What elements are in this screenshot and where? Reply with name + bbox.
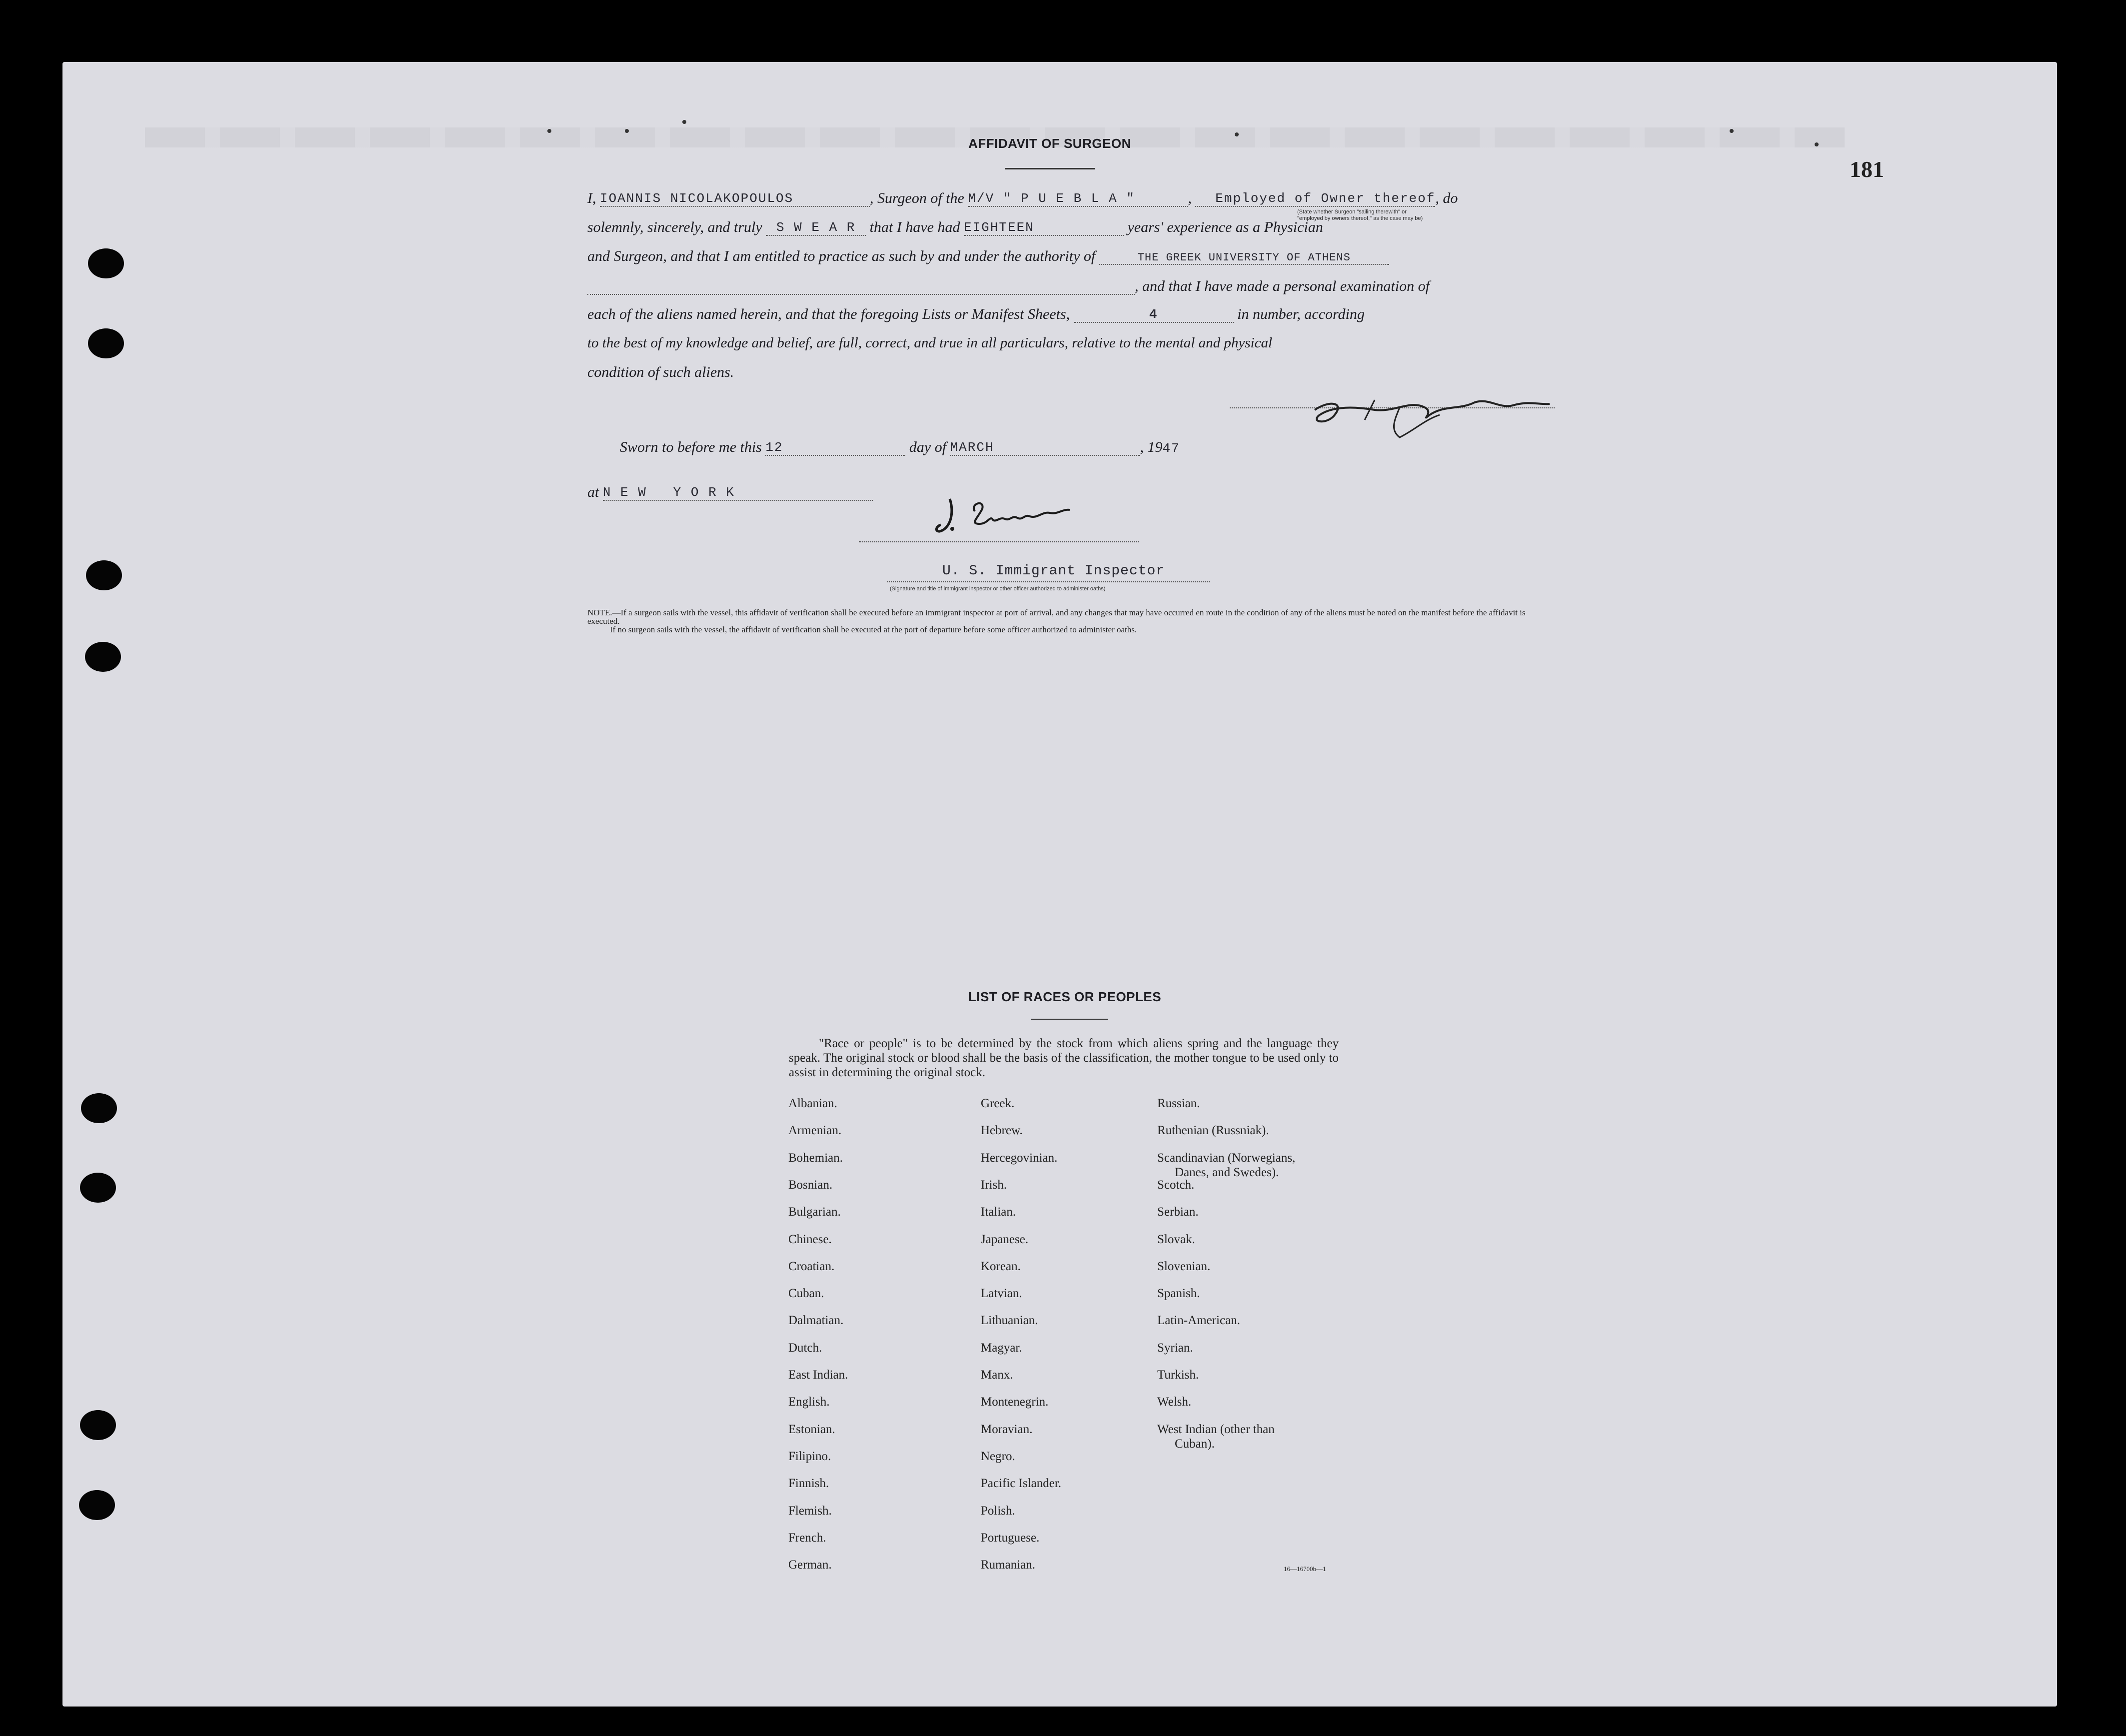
sheet-count: 4 — [1074, 307, 1234, 323]
punch-hole — [81, 1093, 117, 1123]
race-item: Hercegovinian. — [981, 1151, 1058, 1165]
speck — [682, 120, 686, 124]
text: , and that I have made a personal examination of — [1135, 278, 1430, 294]
surgeon-signature — [1300, 380, 1560, 455]
vessel-name: M/V " P U E B L A " — [968, 191, 1188, 207]
punch-hole — [80, 1173, 116, 1203]
race-item: German. — [788, 1558, 832, 1572]
race-item: Cuban. — [788, 1287, 824, 1301]
punch-hole — [85, 642, 121, 672]
race-item: Cuban). — [1175, 1437, 1215, 1451]
surgeon-name: IOANNIS NICOLAKOPOULOS — [600, 191, 870, 207]
sworn-line — [620, 439, 1180, 456]
text: and Surgeon, and that I am entitled to practice as such by and under the authority of — [587, 248, 1096, 264]
race-item: Danes, and Swedes). — [1175, 1165, 1279, 1179]
years-experience: EIGHTEEN — [964, 220, 1124, 236]
race-item: Japanese. — [981, 1232, 1029, 1246]
sworn-place: N E W Y O R K — [603, 485, 873, 501]
race-item: Portuguese. — [981, 1531, 1040, 1545]
race-item: Bulgarian. — [788, 1205, 841, 1219]
note-no-surgeon: If no surgeon sails with the vessel, the affidavit of verification shall be executed at the port of departure before some officer authorized to administer oaths. — [610, 625, 1137, 634]
place-line — [587, 484, 873, 501]
punch-hole — [88, 328, 124, 358]
race-item: Syrian. — [1157, 1341, 1193, 1355]
affidavit-line-4 — [587, 277, 1430, 295]
punch-hole — [79, 1490, 115, 1520]
sworn-day: 12 — [765, 440, 905, 456]
text: , Surgeon of the — [870, 190, 964, 206]
race-item: Armenian. — [788, 1124, 842, 1138]
race-item: Spanish. — [1157, 1287, 1200, 1301]
race-item: Irish. — [981, 1178, 1007, 1192]
punch-hole — [88, 248, 124, 278]
text: I, — [587, 190, 596, 206]
text: that I have had — [869, 219, 960, 235]
speck — [625, 129, 629, 133]
race-item: Filipino. — [788, 1449, 831, 1463]
race-item: Slovak. — [1157, 1232, 1195, 1246]
race-item: Pacific Islander. — [981, 1477, 1062, 1491]
text: day of — [909, 439, 947, 455]
race-item: Scandinavian (Norwegians, — [1157, 1151, 1296, 1165]
race-item: Welsh. — [1157, 1395, 1192, 1409]
authority: THE GREEK UNIVERSITY OF ATHENS — [1099, 251, 1389, 265]
inspector-caption: (Signature and title of immigrant inspector or other officer authorized to administer oaths) — [890, 586, 1106, 592]
speck — [547, 129, 551, 133]
race-item: Finnish. — [788, 1477, 829, 1491]
text: , do — [1435, 190, 1458, 206]
race-item: West Indian (other than — [1157, 1422, 1275, 1436]
race-item: Italian. — [981, 1205, 1016, 1219]
text: years' experience as a Physician — [1127, 219, 1323, 235]
text: in number, according — [1237, 306, 1365, 322]
race-item: Estonian. — [788, 1422, 835, 1436]
inspector-signature-line — [859, 541, 1139, 542]
text: Sworn to before me this — [620, 439, 762, 455]
affidavit-title: AFFIDAVIT OF SURGEON — [968, 136, 1131, 151]
race-item: Korean. — [981, 1259, 1021, 1273]
race-item: Negro. — [981, 1449, 1015, 1463]
affidavit-line-7: condition of such aliens. — [587, 364, 734, 380]
race-item: Rumanian. — [981, 1558, 1036, 1572]
race-item: Scotch. — [1157, 1178, 1195, 1192]
race-item: Bohemian. — [788, 1151, 843, 1165]
text: each of the aliens named herein, and that the foregoing Lists or Manifest Sheets, — [587, 306, 1070, 322]
race-item: Lithuanian. — [981, 1314, 1038, 1328]
races-title: LIST OF RACES OR PEOPLES — [968, 989, 1162, 1004]
race-item: Dutch. — [788, 1341, 822, 1355]
race-item: Slovenian. — [1157, 1259, 1211, 1273]
oath-word: S W E A R — [766, 220, 866, 236]
inspector-title: U. S. Immigrant Inspector — [942, 563, 1165, 579]
affidavit-line-6: to the best of my knowledge and belief, are full, correct, and true in all particulars, relative to the mental and physical — [587, 335, 1273, 351]
sworn-year: 47 — [1162, 441, 1180, 456]
race-item: Serbian. — [1157, 1205, 1199, 1219]
speck — [1815, 142, 1819, 146]
race-item: English. — [788, 1395, 830, 1409]
race-item: Montenegrin. — [981, 1395, 1049, 1409]
race-item: Chinese. — [788, 1232, 832, 1246]
affidavit-line-3 — [587, 248, 1389, 265]
race-item: Moravian. — [981, 1422, 1033, 1436]
race-item: Croatian. — [788, 1259, 835, 1273]
race-item: Magyar. — [981, 1341, 1022, 1355]
page-number: 181 — [1850, 156, 1884, 182]
text: solemnly, sincerely, and truly — [587, 219, 762, 235]
race-item: Hebrew. — [981, 1124, 1023, 1138]
inspector-signature — [930, 489, 1080, 544]
affidavit-note — [587, 608, 1557, 634]
race-item: Manx. — [981, 1368, 1013, 1382]
note-surgeon-sails: NOTE.—If a surgeon sails with the vessel, this affidavit of verification shall be executed before an immigrant inspector at port of arrival, and any changes that may have occurred en route in the condition of any of the aliens must be noted on the manifest before the affidavit is executed. — [587, 608, 1526, 626]
race-item: Latvian. — [981, 1287, 1022, 1301]
form-number: 16—16700b—1 — [1284, 1565, 1326, 1573]
blank-line — [587, 277, 1135, 295]
race-item: Flemish. — [788, 1504, 832, 1518]
race-item: French. — [788, 1531, 826, 1545]
text: at — [587, 484, 599, 500]
speck — [1235, 132, 1239, 136]
employment-status: Employed of Owner thereof — [1195, 191, 1435, 207]
race-item: Dalmatian. — [788, 1314, 844, 1328]
affidavit-line-5 — [587, 306, 1365, 323]
race-item: East Indian. — [788, 1368, 848, 1382]
race-item: Albanian. — [788, 1097, 837, 1110]
race-item: Bosnian. — [788, 1178, 833, 1192]
races-intro: "Race or people" is to be determined by the stock from which aliens spring and the language they speak. The original stock or blood shall be the basis of the classification, the mother tongue to be used only to assist in determining the original stock. — [789, 1037, 1339, 1079]
races-title-underline — [1031, 1019, 1108, 1020]
race-item: Turkish. — [1157, 1368, 1199, 1382]
affidavit-line-2 — [587, 219, 1323, 236]
punch-hole — [86, 560, 122, 590]
race-item: Polish. — [981, 1504, 1015, 1518]
text: , 19 — [1140, 439, 1163, 455]
race-item: Ruthenian (Russniak). — [1157, 1124, 1269, 1138]
race-item: Latin-American. — [1157, 1314, 1240, 1328]
race-item: Russian. — [1157, 1097, 1200, 1110]
race-item: Greek. — [981, 1097, 1015, 1110]
inspector-title-line — [887, 581, 1210, 582]
sworn-month: MARCH — [950, 440, 1140, 456]
speck — [1730, 129, 1734, 133]
punch-hole — [80, 1410, 116, 1440]
title-underline — [1005, 168, 1095, 169]
employment-note: (State whether Surgeon "sailing therewith" or "employed by owners thereof," as the case may be) — [1297, 209, 1423, 221]
affidavit-line-1: I, IOANNIS NICOLAKOPOULOS , Surgeon of the M/V " P U E B L A " , Employed of Owner thereof, do — [587, 190, 1458, 206]
